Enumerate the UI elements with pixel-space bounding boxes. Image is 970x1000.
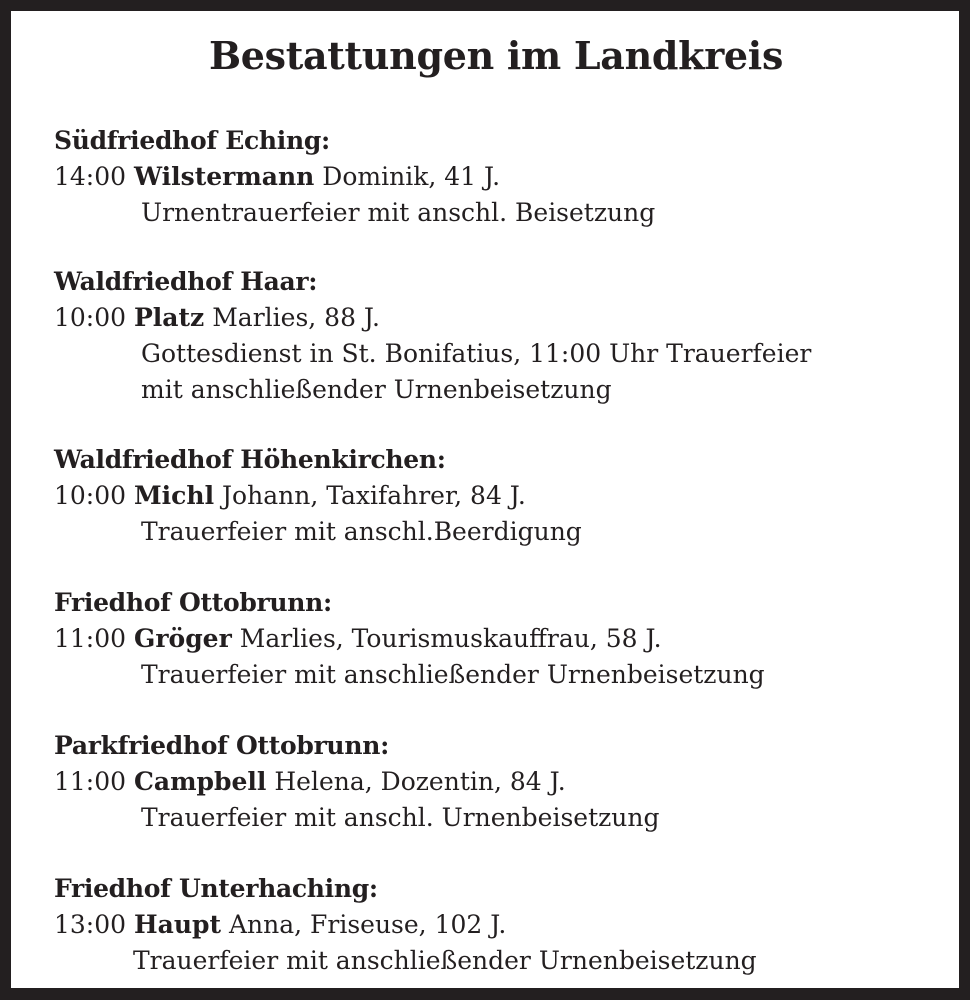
cemetery-heading: Südfriedhof Eching: — [54, 126, 330, 155]
entry-info: Marlies, 88 J. — [212, 303, 380, 332]
entry-info: Helena, Dozentin, 84 J. — [274, 767, 566, 796]
entry-time: 10:00 — [54, 303, 127, 332]
cemetery-heading: Waldfriedhof Höhenkirchen: — [54, 445, 446, 474]
entry-surname: Haupt — [134, 910, 222, 939]
notice-title: Bestattungen im Landkreis — [208, 33, 784, 78]
entry-line — [54, 478, 954, 514]
entry-info: Dominik, 41 J. — [322, 162, 501, 191]
entry-time: 13:00 — [54, 910, 127, 939]
burial-entry — [54, 728, 954, 836]
entry-time: 14:00 — [54, 162, 127, 191]
entry-detail: Trauerfeier mit anschl. Urnenbeisetzung — [141, 803, 660, 832]
entry-detail: Gottesdienst in St. Bonifatius, 11:00 Uhr Trauerfeier — [141, 339, 812, 368]
burial-entry — [54, 264, 954, 408]
entry-surname: Platz — [134, 303, 205, 332]
entry-line — [54, 907, 954, 943]
cemetery-heading: Parkfriedhof Ottobrunn: — [54, 731, 389, 760]
entry-detail: Trauerfeier mit anschließender Urnenbeisetzung — [141, 660, 765, 689]
cemetery-heading: Waldfriedhof Haar: — [54, 267, 318, 296]
burial-entry — [54, 871, 954, 979]
entry-time: 11:00 — [54, 767, 127, 796]
cemetery-heading: Friedhof Ottobrunn: — [54, 588, 332, 617]
entry-time: 11:00 — [54, 624, 127, 653]
cemetery-heading: Friedhof Unterhaching: — [54, 874, 378, 903]
entry-info: Johann, Taxifahrer, 84 J. — [222, 481, 526, 510]
entry-surname: Gröger — [134, 624, 232, 653]
entry-line — [54, 621, 954, 657]
burial-entry — [54, 585, 954, 693]
entry-detail: mit anschließender Urnenbeisetzung — [141, 375, 612, 404]
burial-entry — [54, 123, 954, 231]
entry-detail: Urnentrauerfeier mit anschl. Beisetzung — [141, 198, 656, 227]
entry-info: Anna, Friseuse, 102 J. — [228, 910, 507, 939]
entry-line — [54, 159, 954, 195]
burial-entry — [54, 442, 954, 550]
entry-surname: Wilstermann — [134, 162, 315, 191]
entry-surname: Campbell — [134, 767, 267, 796]
entry-line — [54, 300, 954, 336]
entry-info: Marlies, Tourismuskauffrau, 58 J. — [239, 624, 662, 653]
entry-surname: Michl — [134, 481, 215, 510]
entry-detail: Trauerfeier mit anschl.Beerdigung — [141, 517, 582, 546]
entry-time: 10:00 — [54, 481, 127, 510]
entry-line — [54, 764, 954, 800]
entry-detail: Trauerfeier mit anschließender Urnenbeisetzung — [133, 946, 757, 975]
